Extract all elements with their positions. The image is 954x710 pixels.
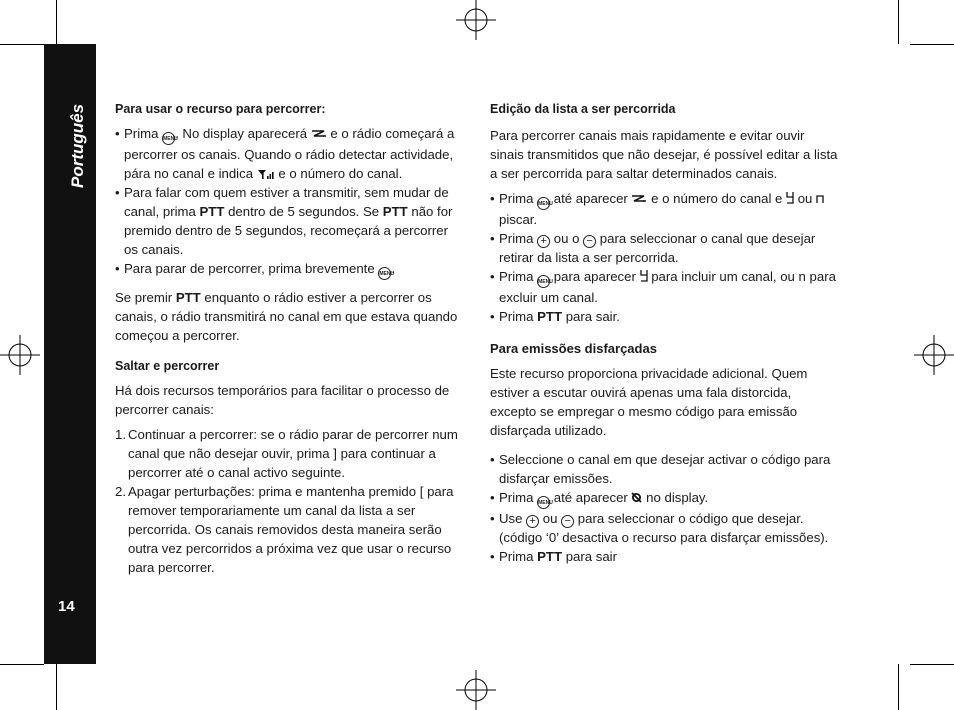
list-item: • Prima MENU. No display aparecerá e o rádio começará a percorrer os canais. Quando o rádio detectar actividade, pára no canal e indica e o número do canal. [115, 124, 465, 183]
menu-button-icon: MENU [537, 275, 550, 288]
menu-button-icon: MENU [378, 267, 391, 280]
minus-button-icon: − [583, 235, 596, 248]
scramble-list [490, 450, 840, 566]
list-item: 1. Continuar a percorrer: se o rádio parar de percorrer num canal que não desejar ouvir, prima ] para continuar a percorrer até o canal activo seguinte. [115, 427, 458, 480]
minus-button-icon: − [561, 515, 574, 528]
registration-mark-icon [0, 335, 40, 375]
scramble-heading: Para emissões disfarçadas [490, 341, 657, 356]
crop-mark [910, 44, 954, 45]
page-number: 14 [58, 598, 75, 615]
right-column [490, 100, 840, 574]
crop-mark [0, 44, 44, 45]
scan-paragraph: Se premir PTT enquanto o rádio estiver a percorrer os canais, o rádio transmitirá no canal em que estava quando começou a percorrer. [115, 290, 458, 343]
plus-button-icon: + [526, 515, 539, 528]
scan-list [115, 124, 465, 280]
language-label: Português [68, 103, 87, 188]
left-column [115, 100, 465, 585]
list-item: • Prima MENU para aparecer para incluir um canal, ou n para excluir um canal. [490, 267, 840, 307]
segment-y-icon [640, 269, 648, 282]
registration-mark-icon [914, 335, 954, 375]
list-item: • Use + ou − para seleccionar o código que desejar. (código ‘0’ desactiva o recurso para disfarçar emissões). [490, 509, 840, 547]
list-item: • Para parar de percorrer, prima brevemente MENU. [115, 259, 465, 280]
list-item: • Prima PTT para sair. [490, 307, 840, 326]
scan-heading: Para usar o recurso para percorrer: [115, 102, 326, 116]
edit-heading: Edição da lista a ser percorrida [490, 102, 676, 116]
scramble-intro: Este recurso proporciona privacidade adicional. Quem estiver a escutar ouvirá apenas uma fala distorcida, excepto se empregar o mesmo código para emissão disfarçada utilizado. [490, 366, 808, 438]
menu-button-icon: MENU [537, 197, 550, 210]
skip-list [115, 425, 465, 577]
list-item: • Prima MENU até aparecer e o número do canal e ou piscar. [490, 189, 840, 229]
crop-mark [898, 0, 899, 44]
edit-list [490, 189, 840, 326]
crop-mark [56, 664, 57, 710]
list-item: • Prima PTT para sair [490, 547, 840, 566]
list-item: • Prima + ou o − para seleccionar o canal que desejar retirar da lista a ser percorrida. [490, 229, 840, 267]
signal-strength-icon [257, 168, 275, 179]
registration-mark-icon [456, 670, 496, 710]
list-item: 2. Apagar perturbações: prima e mantenha premido [ para remover temporariamente um canal da lista a ser percorrida. Os canais removidos desta maneira serão outra vez percorridos a próxima vez que usar o recurso para percorrer. [115, 484, 454, 575]
segment-y-icon [786, 191, 794, 204]
crop-mark [0, 664, 44, 665]
segment-n-icon [816, 193, 824, 204]
scramble-icon [631, 492, 642, 503]
edit-intro: Para percorrer canais mais rapidamente e evitar ouvir sinais transmitidos que não desejar, é possível editar a lista a ser percorrida para saltar determinados canais. [490, 128, 838, 181]
skip-intro: Há dois recursos temporários para facilitar o processo de percorrer canais: [115, 383, 450, 417]
list-item: • Prima MENU até aparecer no display. [490, 488, 840, 509]
list-item: • Para falar com quem estiver a transmitir, sem mudar de canal, prima PTT dentro de 5 segundos. Se PTT não for premido dentro de 5 segundos, recomeçará a percorrer os canais. [115, 183, 465, 259]
scan-icon [311, 129, 327, 139]
menu-button-icon: MENU [537, 496, 550, 509]
registration-mark-icon [456, 0, 496, 40]
crop-mark [56, 0, 57, 44]
scan-icon [631, 194, 647, 204]
skip-heading: Saltar e percorrer [115, 359, 220, 373]
plus-button-icon: + [537, 235, 550, 248]
crop-mark [910, 664, 954, 665]
list-item: • Seleccione o canal em que desejar activar o código para disfarçar emissões. [490, 450, 840, 488]
crop-mark [898, 664, 899, 710]
menu-button-icon: MENU [162, 132, 175, 145]
